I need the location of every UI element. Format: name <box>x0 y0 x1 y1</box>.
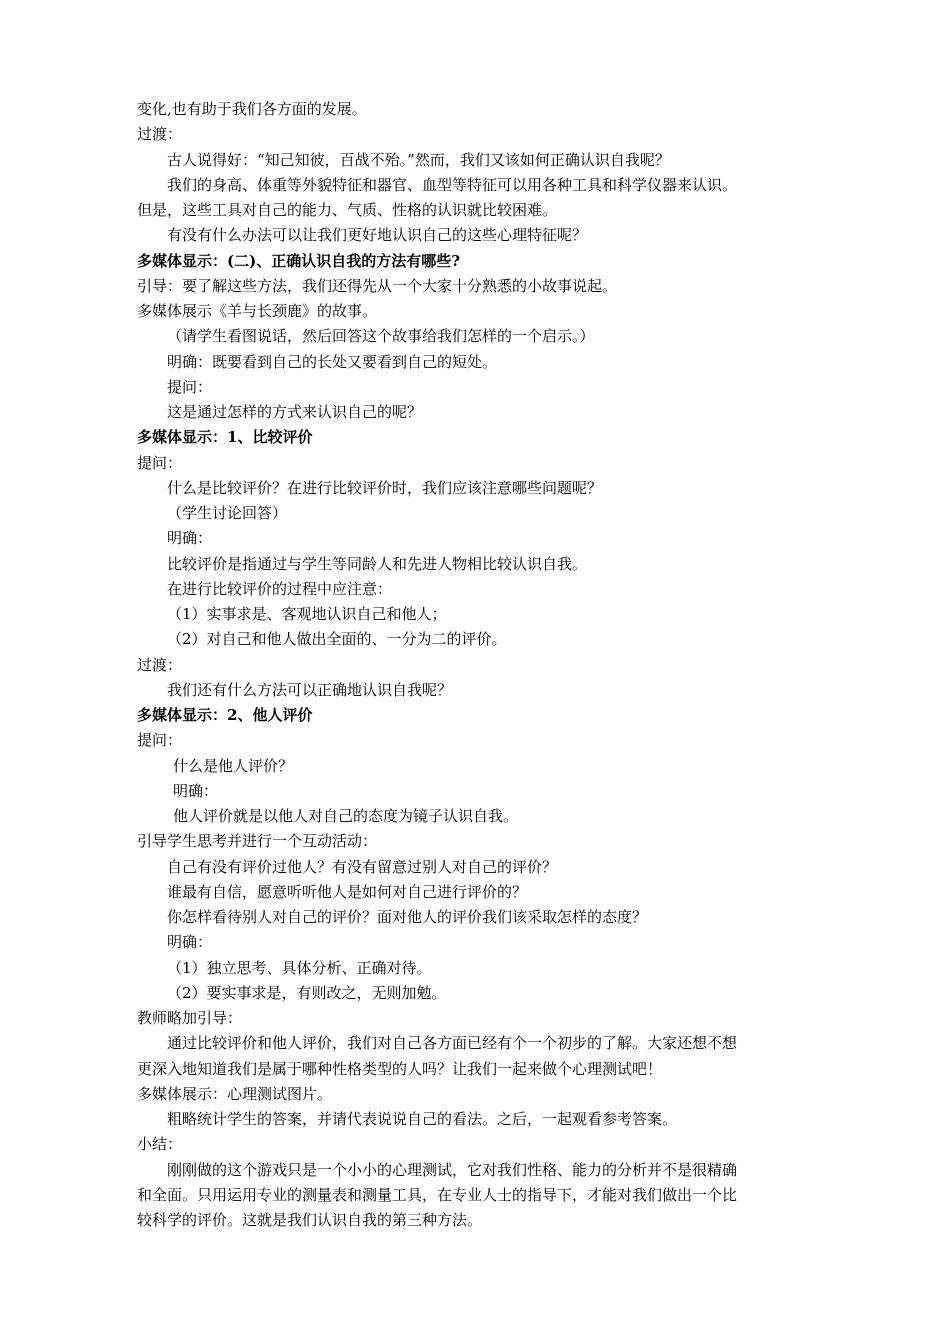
paragraph-line: 什么是他人评价？ <box>173 756 294 775</box>
paragraph-line: （1）实事求是、客观地认识自己和他人； <box>167 605 447 623</box>
paragraph-line: 过渡： <box>137 655 183 674</box>
paragraph-line: 我们的身高、体重等外貌特征和器官、血型等特征可以用各种工具和科学仪器来认识。 <box>167 175 738 194</box>
paragraph-line: 你怎样看待别人对自己的评价？面对他人的评价我们该采取怎样的态度？ <box>167 908 648 926</box>
paragraph-line: 明确：既要看到自己的长处又要看到自己的短处。 <box>167 352 498 371</box>
paragraph-line: 明确： <box>167 529 213 548</box>
paragraph-line: （2）对自己和他人做出全面的、一分为二的评价。 <box>167 630 507 649</box>
paragraph-line: 明确： <box>167 933 213 952</box>
paragraph-line: 变化,也有助于我们各方面的发展。 <box>137 100 367 118</box>
paragraph-line: 多媒体展示《羊与长颈鹿》的故事。 <box>137 302 378 320</box>
paragraph-line: 通过比较评价和他人评价，我们对自己各方面已经有个一个初步的了解。大家还想不想 <box>167 1034 738 1053</box>
paragraph-line: 自己有没有评价过他人？有没有留意过别人对自己的评价？ <box>167 857 558 876</box>
paragraph-line: 引导学生思考并进行一个互动活动： <box>137 832 378 851</box>
paragraph-line: 刚刚做的这个游戏只是一个小小的心理测试，它对我们性格、能力的分析并不是很精确 <box>167 1160 738 1179</box>
paragraph-line: 过渡： <box>137 125 183 144</box>
paragraph-line: 但是，这些工具对自己的能力、气质、性格的认识就比较困难。 <box>137 201 558 219</box>
paragraph-line: （1）独立思考、具体分析、正确对待。 <box>167 958 432 977</box>
paragraph-line: 较科学的评价。这就是我们认识自我的第三种方法。 <box>137 1211 483 1229</box>
section-heading: 多媒体显示：1、比较评价 <box>137 428 313 447</box>
paragraph-line: 提问： <box>137 731 183 750</box>
paragraph-line: 教师略加引导： <box>137 1009 243 1027</box>
paragraph-line: 我们还有什么方法可以正确地认识自我呢？ <box>167 680 453 699</box>
paragraph-line: 粗略统计学生的答案，并请代表说说自己的看法。之后，一起观看参考答案。 <box>167 1110 678 1128</box>
paragraph-line: 提问： <box>167 377 213 396</box>
paragraph-line: 在进行比较评价的过程中应注意： <box>167 579 393 598</box>
paragraph-line: 古人说得好：“知己知彼，百战不殆。”然而，我们又该如何正确认识自我呢？ <box>167 150 670 169</box>
section-heading: 多媒体显示：2、他人评价 <box>137 706 313 724</box>
paragraph-line: （学生讨论回答） <box>167 504 288 522</box>
paragraph-line: 引导：要了解这些方法，我们还得先从一个大家十分熟悉的小故事说起。 <box>137 276 618 295</box>
paragraph-line: （2）要实事求是，有则改之，无则加勉。 <box>167 983 447 1002</box>
paragraph-line: 明确： <box>173 781 219 800</box>
paragraph-line: 小结： <box>137 1135 183 1154</box>
paragraph-line: 什么是比较评价？在进行比较评价时，我们应该注意哪些问题呢？ <box>167 478 603 497</box>
paragraph-line: 他人评价就是以他人对自己的态度为镜子认识自我。 <box>173 807 519 825</box>
paragraph-line: 谁最有自信，愿意听听他人是如何对自己进行评价的？ <box>167 882 528 901</box>
paragraph-line: 比较评价是指通过与学生等同龄人和先进人物相比较认识自我。 <box>167 554 588 573</box>
paragraph-line: （请学生看图说话，然后回答这个故事给我们怎样的一个启示。） <box>167 327 595 346</box>
section-heading: 多媒体显示：(二)、正确认识自我的方法有哪些? <box>137 251 460 270</box>
paragraph-line: 和全面。只用运用专业的测量表和测量工具，在专业人士的指导下，才能对我们做出一个比 <box>137 1185 738 1204</box>
paragraph-line: 这是通过怎样的方式来认识自己的呢？ <box>167 403 423 421</box>
paragraph-line: 更深入地知道我们是属于哪种性格类型的人吗？让我们一起来做个心理测试吧！ <box>137 1059 663 1078</box>
paragraph-line: 多媒体展示：心理测试图片。 <box>137 1084 333 1103</box>
paragraph-line: 提问： <box>137 453 183 472</box>
paragraph-line: 有没有什么办法可以让我们更好地认识自己的这些心理特征呢？ <box>167 226 588 245</box>
